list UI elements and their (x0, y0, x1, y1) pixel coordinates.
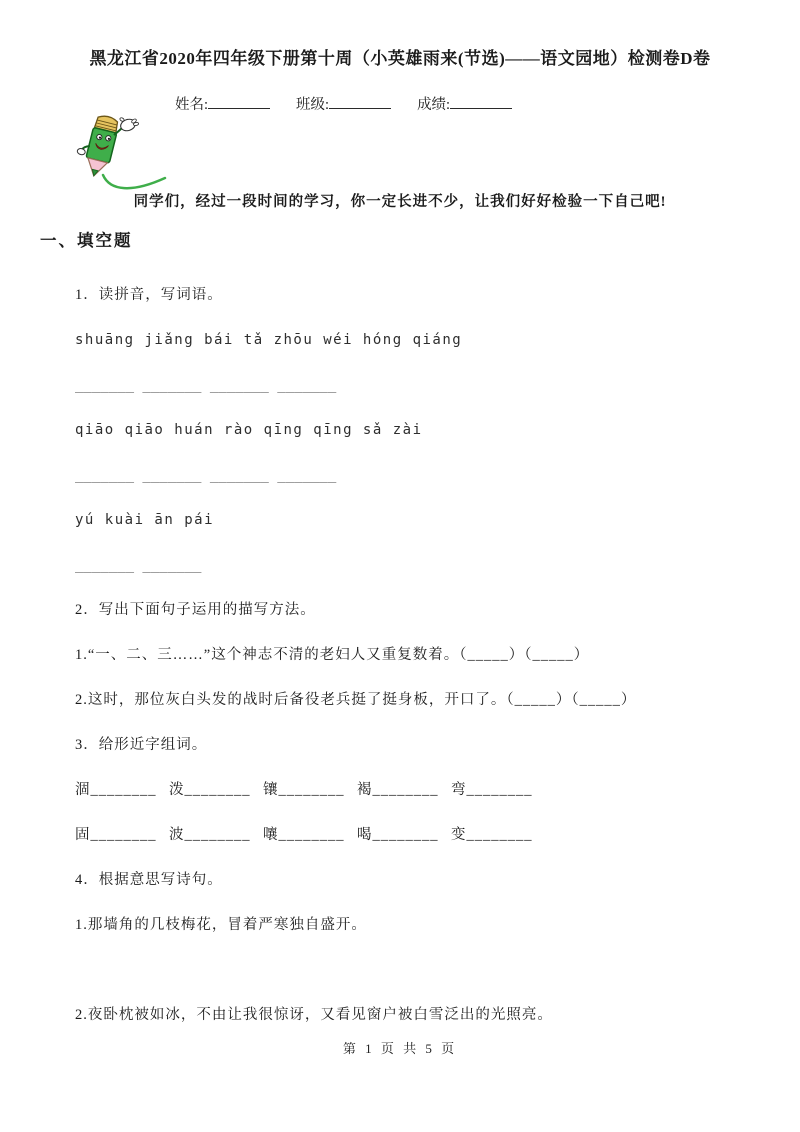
answer-blanks-row-1: _______ _______ _______ _______ (75, 377, 337, 393)
score-field (417, 93, 512, 114)
questions-area (75, 286, 800, 1024)
question-2-item-2: 2.这时，那位灰白头发的战时后备役老兵挺了挺身板，开口了。（_____）（_____） (75, 692, 637, 708)
pinyin-line-3: yú kuài ān pái (75, 512, 215, 528)
pencil-mascot-icon (70, 113, 170, 198)
name-field-label: 姓名: (175, 97, 209, 113)
question-2-item-1: 1.“一、二、三……”这个神志不清的老妇人又重复数着。（_____）（_____） (75, 647, 590, 663)
pinyin-line-2: qiāo qiāo huán rào qīng qīng sǎ zài (75, 422, 423, 438)
question-3-row-2 (75, 826, 800, 844)
name-field (175, 93, 270, 114)
question-4-item-1: 1.那墙角的几枝梅花，冒着严寒独自盛开。 (75, 917, 367, 933)
motto-text: 同学们，经过一段时间的学习，你一定长进不少，让我们好好检验一下自己吧! (133, 194, 667, 210)
char-pair-item: 波________ (169, 827, 251, 843)
char-pair-item: 固________ (75, 827, 157, 843)
header-fields-row (0, 96, 800, 114)
char-pair-item: 变________ (451, 827, 533, 843)
answer-blanks-row-3: _______ _______ (75, 557, 202, 573)
char-pair-item: 弯________ (451, 782, 533, 798)
question-3-row-1 (75, 781, 800, 799)
class-blank-line (329, 95, 391, 109)
char-pair-item: 褐________ (357, 782, 439, 798)
score-blank-line (450, 95, 512, 109)
section-heading: 一、填空题 (40, 231, 133, 250)
pinyin-line-1: shuāng jiǎng bái tǎ zhōu wéi hóng qiáng (75, 332, 463, 348)
class-field (296, 93, 391, 114)
char-pair-item: 泼________ (169, 782, 251, 798)
char-pair-item: 涸________ (75, 782, 157, 798)
question-1-label: 1．读拼音，写词语。 (75, 287, 223, 303)
question-2-label: 2．写出下面句子运用的描写方法。 (75, 602, 316, 618)
question-4-item-2: 2.夜卧枕被如冰，不由让我很惊讶，又看见窗户被白雪泛出的光照亮。 (75, 1007, 553, 1023)
page-title: 黑龙江省2020年四年级下册第十周（小英雄雨来(节选)——语文园地）检测卷D卷 (89, 49, 711, 68)
score-field-label: 成绩: (417, 97, 451, 113)
page-footer: 第 1 页 共 5 页 (342, 1041, 458, 1056)
char-pair-item: 喝________ (357, 827, 439, 843)
name-blank-line (208, 95, 270, 109)
char-pair-item: 镶________ (263, 782, 345, 798)
question-4-label: 4．根据意思写诗句。 (75, 872, 223, 888)
answer-blanks-row-2: _______ _______ _______ _______ (75, 467, 337, 483)
class-field-label: 班级: (296, 97, 330, 113)
question-3-label: 3．给形近字组词。 (75, 737, 208, 753)
char-pair-item: 嚷________ (263, 827, 345, 843)
